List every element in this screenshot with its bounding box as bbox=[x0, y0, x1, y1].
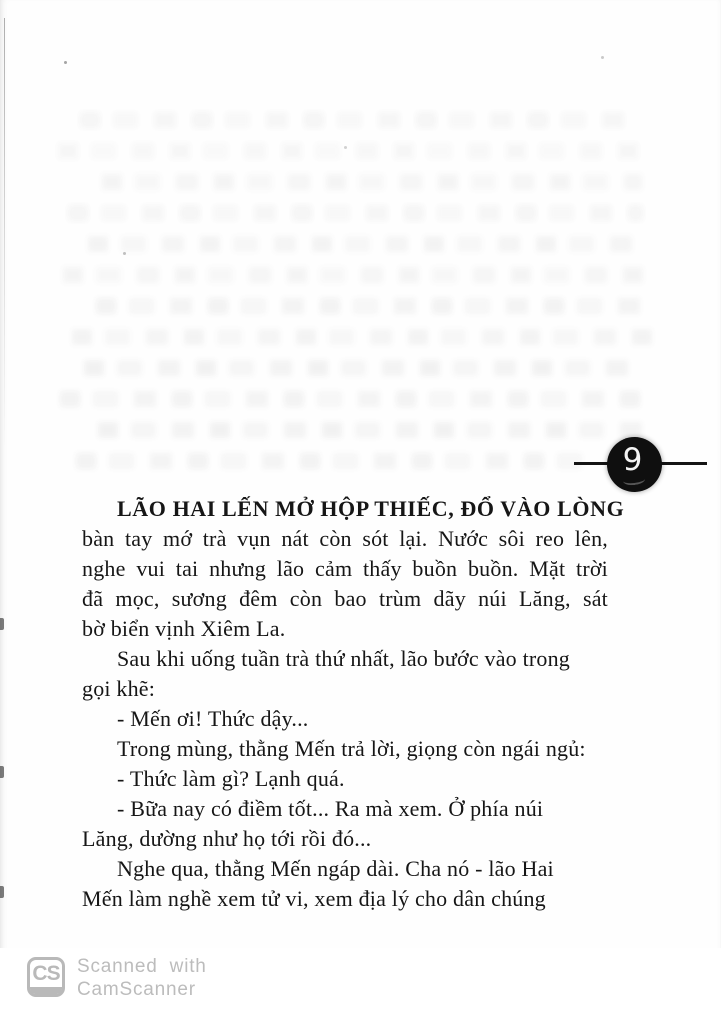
camscanner-watermark bbox=[0, 948, 721, 1024]
edge-tick-artifact bbox=[0, 886, 4, 898]
text-line: bờ biển vịnh Xiêm La. bbox=[82, 616, 286, 641]
page-edge-artifact bbox=[4, 18, 5, 448]
body-text bbox=[82, 494, 625, 914]
text-line: Lăng, dường như họ tới rồi đó... bbox=[82, 826, 372, 851]
text-line: - Thức làm gì? Lạnh quá. bbox=[117, 766, 345, 791]
text-line: nghe vui tai nhưng lão cảm thấy buồn buồn. Mặt trời bbox=[82, 556, 608, 581]
bleedthrough-line bbox=[96, 298, 641, 314]
text-line: bàn tay mớ trà vụn nát còn sót lại. Nước sôi reo lên, bbox=[82, 526, 608, 551]
camscanner-logo-text: CS bbox=[32, 962, 60, 985]
scanned-with-text: Scanned with bbox=[77, 956, 207, 977]
text-line: Mến làm nghề xem tử vi, xem địa lý cho dân chúng bbox=[82, 886, 546, 911]
bleedthrough-line bbox=[68, 205, 643, 221]
badge-smudge-artifact bbox=[623, 474, 646, 486]
bleedthrough-line bbox=[60, 391, 652, 407]
bleedthrough-line bbox=[98, 422, 646, 438]
bleedthrough-line bbox=[102, 174, 642, 190]
page-number-badge bbox=[607, 437, 662, 492]
text-line: Nghe qua, thằng Mến ngáp dài. Cha nó - lão Hai bbox=[117, 856, 554, 881]
text-line: Sau khi uống tuần trà thứ nhất, lão bước vào trong bbox=[117, 646, 571, 671]
scan-speck bbox=[601, 56, 604, 59]
chapter-opening-line: LÃO HAI LẾN MỞ HỘP THIẾC, ĐỔ VÀO LÒNG bbox=[117, 496, 625, 521]
bleedthrough-line bbox=[84, 360, 644, 376]
edge-tick-artifact bbox=[0, 618, 4, 630]
edge-tick-artifact bbox=[0, 766, 4, 778]
bleedthrough-line bbox=[88, 236, 643, 252]
text-line: gọi khẽ: bbox=[82, 676, 156, 701]
bleedthrough-text-artifact bbox=[58, 112, 664, 484]
bleedthrough-line bbox=[80, 112, 640, 128]
text-line: đã mọc, sương đêm còn bao trùm dãy núi Lăng, sát bbox=[82, 586, 608, 611]
page-number: 9 bbox=[622, 442, 643, 478]
camscanner-logo-icon bbox=[27, 957, 65, 997]
bleedthrough-line bbox=[76, 453, 596, 469]
scan-speck bbox=[64, 61, 67, 64]
text-line: - Mến ơi! Thức dậy... bbox=[117, 706, 309, 731]
bleedthrough-line bbox=[58, 143, 648, 159]
text-line: Trong mùng, thằng Mến trả lời, giọng còn ngái ngủ: bbox=[117, 736, 586, 761]
camscanner-text: CamScanner bbox=[77, 979, 196, 1000]
camscanner-logo-strip bbox=[30, 987, 62, 994]
bleedthrough-line bbox=[63, 267, 651, 283]
text-line: - Bữa nay có điềm tốt... Ra mà xem. Ở phía núi bbox=[117, 796, 544, 821]
bleedthrough-line bbox=[72, 329, 652, 345]
